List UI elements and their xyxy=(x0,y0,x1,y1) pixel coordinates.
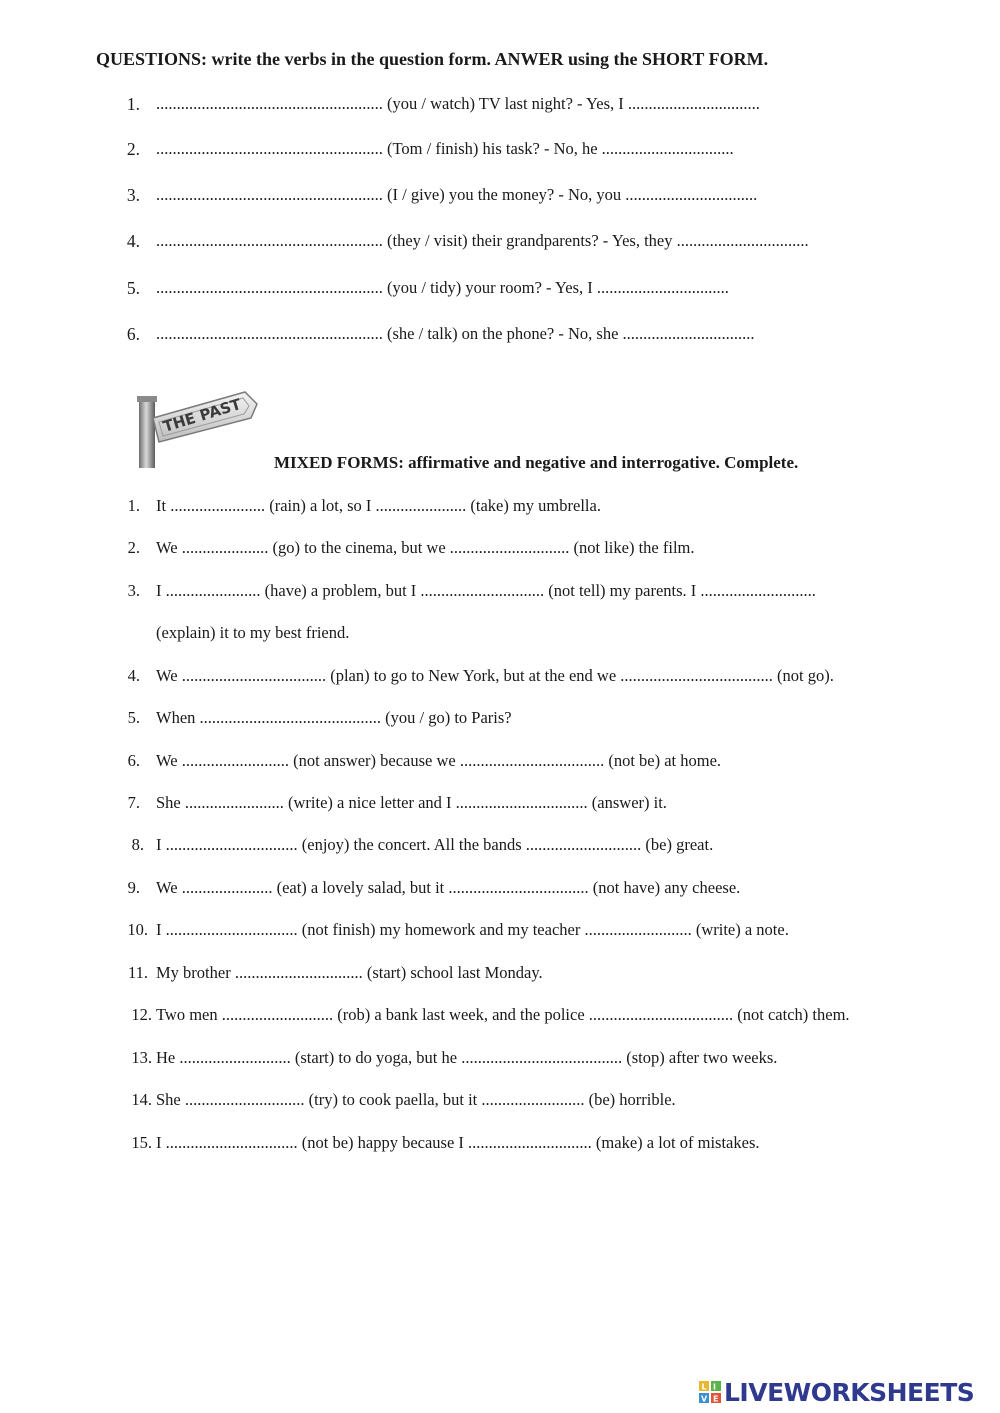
sign-label: THE PAST xyxy=(160,395,244,436)
item-text: (explain) it to my best friend. xyxy=(156,623,350,642)
item-text: We ...................... (eat) a lovely salad, but it .................................. (not have) any cheese. xyxy=(156,878,741,897)
svg-text:V: V xyxy=(701,1394,708,1404)
item-number: 5. xyxy=(126,278,140,298)
item-number: 2. xyxy=(127,538,140,557)
item-text: My brother ............................... (start) school last Monday. xyxy=(156,963,543,982)
item-text: We ..................... (go) to the cinema, but we ............................. (not like) the film. xyxy=(156,538,695,557)
item-text: She ........................ (write) a nice letter and I ................................ (answer) it. xyxy=(156,793,667,812)
item-text: It ....................... (rain) a lot, so I ...................... (take) my umbrella. xyxy=(156,496,601,515)
item-text: I ................................ (not finish) my homework and my teacher .......................... (write) a note. xyxy=(156,920,789,939)
item-number: 15. xyxy=(131,1133,152,1152)
item-number: 1. xyxy=(127,496,140,515)
item-number: 7. xyxy=(127,793,140,812)
item-number: 6. xyxy=(126,324,140,344)
item-number: 2. xyxy=(126,139,140,159)
item-number: 1. xyxy=(126,94,140,114)
item-number: 4. xyxy=(126,231,140,251)
item-text: ....................................................... (they / visit) their grandparents? - Yes, they ................................ xyxy=(156,231,809,250)
liveworksheets-logo-icon xyxy=(698,1380,722,1404)
item-number: 14. xyxy=(131,1090,152,1109)
footer-brand xyxy=(698,1378,994,1408)
item-number: 3. xyxy=(127,581,140,600)
item-text: ....................................................... (you / tidy) your room? - Yes, I ................................ xyxy=(156,278,729,297)
item-text: I ................................ (enjoy) the concert. All the bands ............................ (be) great. xyxy=(156,835,714,854)
item-text: She ............................. (try) to cook paella, but it ......................... (be) horrible. xyxy=(156,1090,676,1109)
item-text: When ............................................ (you / go) to Paris? xyxy=(156,708,512,727)
item-number: 8. xyxy=(131,835,144,854)
item-number: 9. xyxy=(127,878,140,897)
item-text: We ................................... (plan) to go to New York, but at the end we ..................................... (not go). xyxy=(156,666,834,685)
item-text: I ................................ (not be) happy because I .............................. (make) a lot of mistakes. xyxy=(156,1133,760,1152)
the-past-signpost-image xyxy=(135,388,260,468)
item-number: 10. xyxy=(127,920,148,939)
item-text: ....................................................... (you / watch) TV last night? - Yes, I ................................ xyxy=(156,94,760,113)
item-text: He ........................... (start) to do yoga, but he ....................................... (stop) after two weeks. xyxy=(156,1048,778,1067)
item-text: I ....................... (have) a problem, but I .............................. (not tell) my parents. I ............................ xyxy=(156,581,816,600)
item-text: We .......................... (not answer) because we ................................... (not be) at home. xyxy=(156,751,722,770)
footer-brand-text: LIVEWORKSHEETS xyxy=(724,1378,975,1407)
item-text: ....................................................... (Tom / finish) his task? - No, he ................................ xyxy=(156,139,734,158)
item-number: 3. xyxy=(126,185,140,205)
section2-heading: MIXED FORMS: affirmative and negative and interrogative. Complete. xyxy=(274,453,799,472)
item-number: 4. xyxy=(127,666,140,685)
svg-text:E: E xyxy=(713,1394,719,1404)
item-text: ....................................................... (she / talk) on the phone? - No, she ................................ xyxy=(156,324,755,343)
section1-heading: QUESTIONS: write the verbs in the question form. ANWER using the SHORT FORM. xyxy=(96,49,769,69)
item-text: Two men ........................... (rob) a bank last week, and the police ................................... (not catch) them. xyxy=(156,1005,850,1024)
item-text: ....................................................... (I / give) you the money? - No, you ................................ xyxy=(156,185,758,204)
svg-text:I: I xyxy=(713,1382,716,1392)
item-number: 12. xyxy=(131,1005,152,1024)
svg-text:L: L xyxy=(701,1382,707,1392)
item-number: 5. xyxy=(127,708,140,727)
item-number: 11. xyxy=(127,963,148,982)
item-number: 6. xyxy=(127,751,140,770)
item-number: 13. xyxy=(131,1048,152,1067)
